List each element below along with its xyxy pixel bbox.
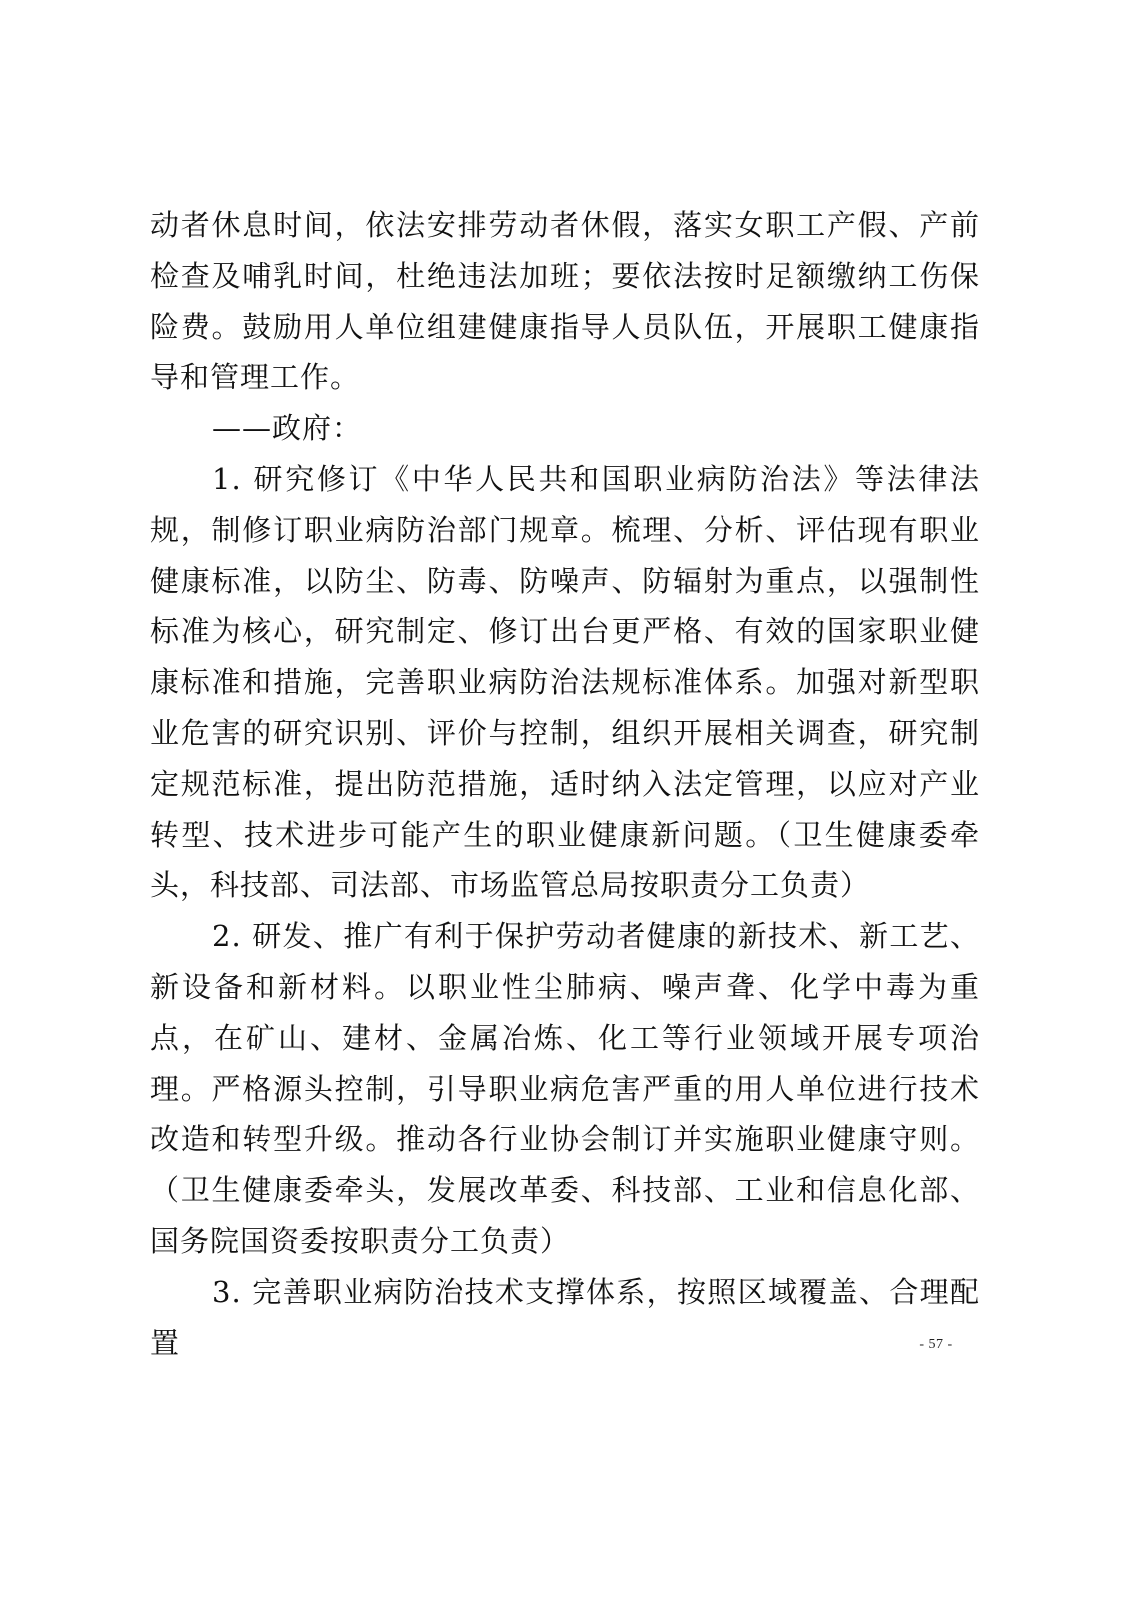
paragraph-item-2: 2. 研发、推广有利于保护劳动者健康的新技术、新工艺、新设备和新材料。以职业性尘肺病、噪声聋、化学中毒为重点，在矿山、建材、金属冶炼、化工等行业领域开展专项治理。严格源头控制，引导职业病危害严重的用人单位进行技术改造和转型升级。推动各行业协会制订并实施职业健康守则。（卫生健康委牵头，发展改革委、科技部、工业和信息化部、国务院国资委按职责分工负责）: [150, 919, 980, 1258]
paragraph-item-1: 1. 研究修订《中华人民共和国职业病防治法》等法律法规，制修订职业病防治部门规章。梳理、分析、评估现有职业健康标准，以防尘、防毒、防噪声、防辐射为重点，以强制性标准为核心，研究制定、修订出台更严格、有效的国家职业健康标准和措施，完善职业病防治法规标准体系。加强对新型职业危害的研究识别、评价与控制，组织开展相关调查，研究制定规范标准，提出防范措施，适时纳入法定管理，以应对产业转型、技术进步可能产生的职业健康新问题。（卫生健康委牵头，科技部、司法部、市场监管总局按职责分工负责）: [150, 461, 980, 903]
paragraph-item-3: 3. 完善职业病防治技术支撑体系，按照区域覆盖、合理配置: [150, 1274, 980, 1360]
page-number: - 57 -: [919, 1337, 953, 1352]
body-text: [150, 200, 980, 1368]
paragraph-continuation: 动者休息时间，依法安排劳动者休假，落实女职工产假、产前检查及哺乳时间，杜绝违法加班；要依法按时足额缴纳工伤保险费。鼓励用人单位组建健康指导人员队伍，开展职工健康指导和管理工作。: [150, 208, 980, 395]
section-heading-government: ——政府：: [212, 411, 363, 446]
